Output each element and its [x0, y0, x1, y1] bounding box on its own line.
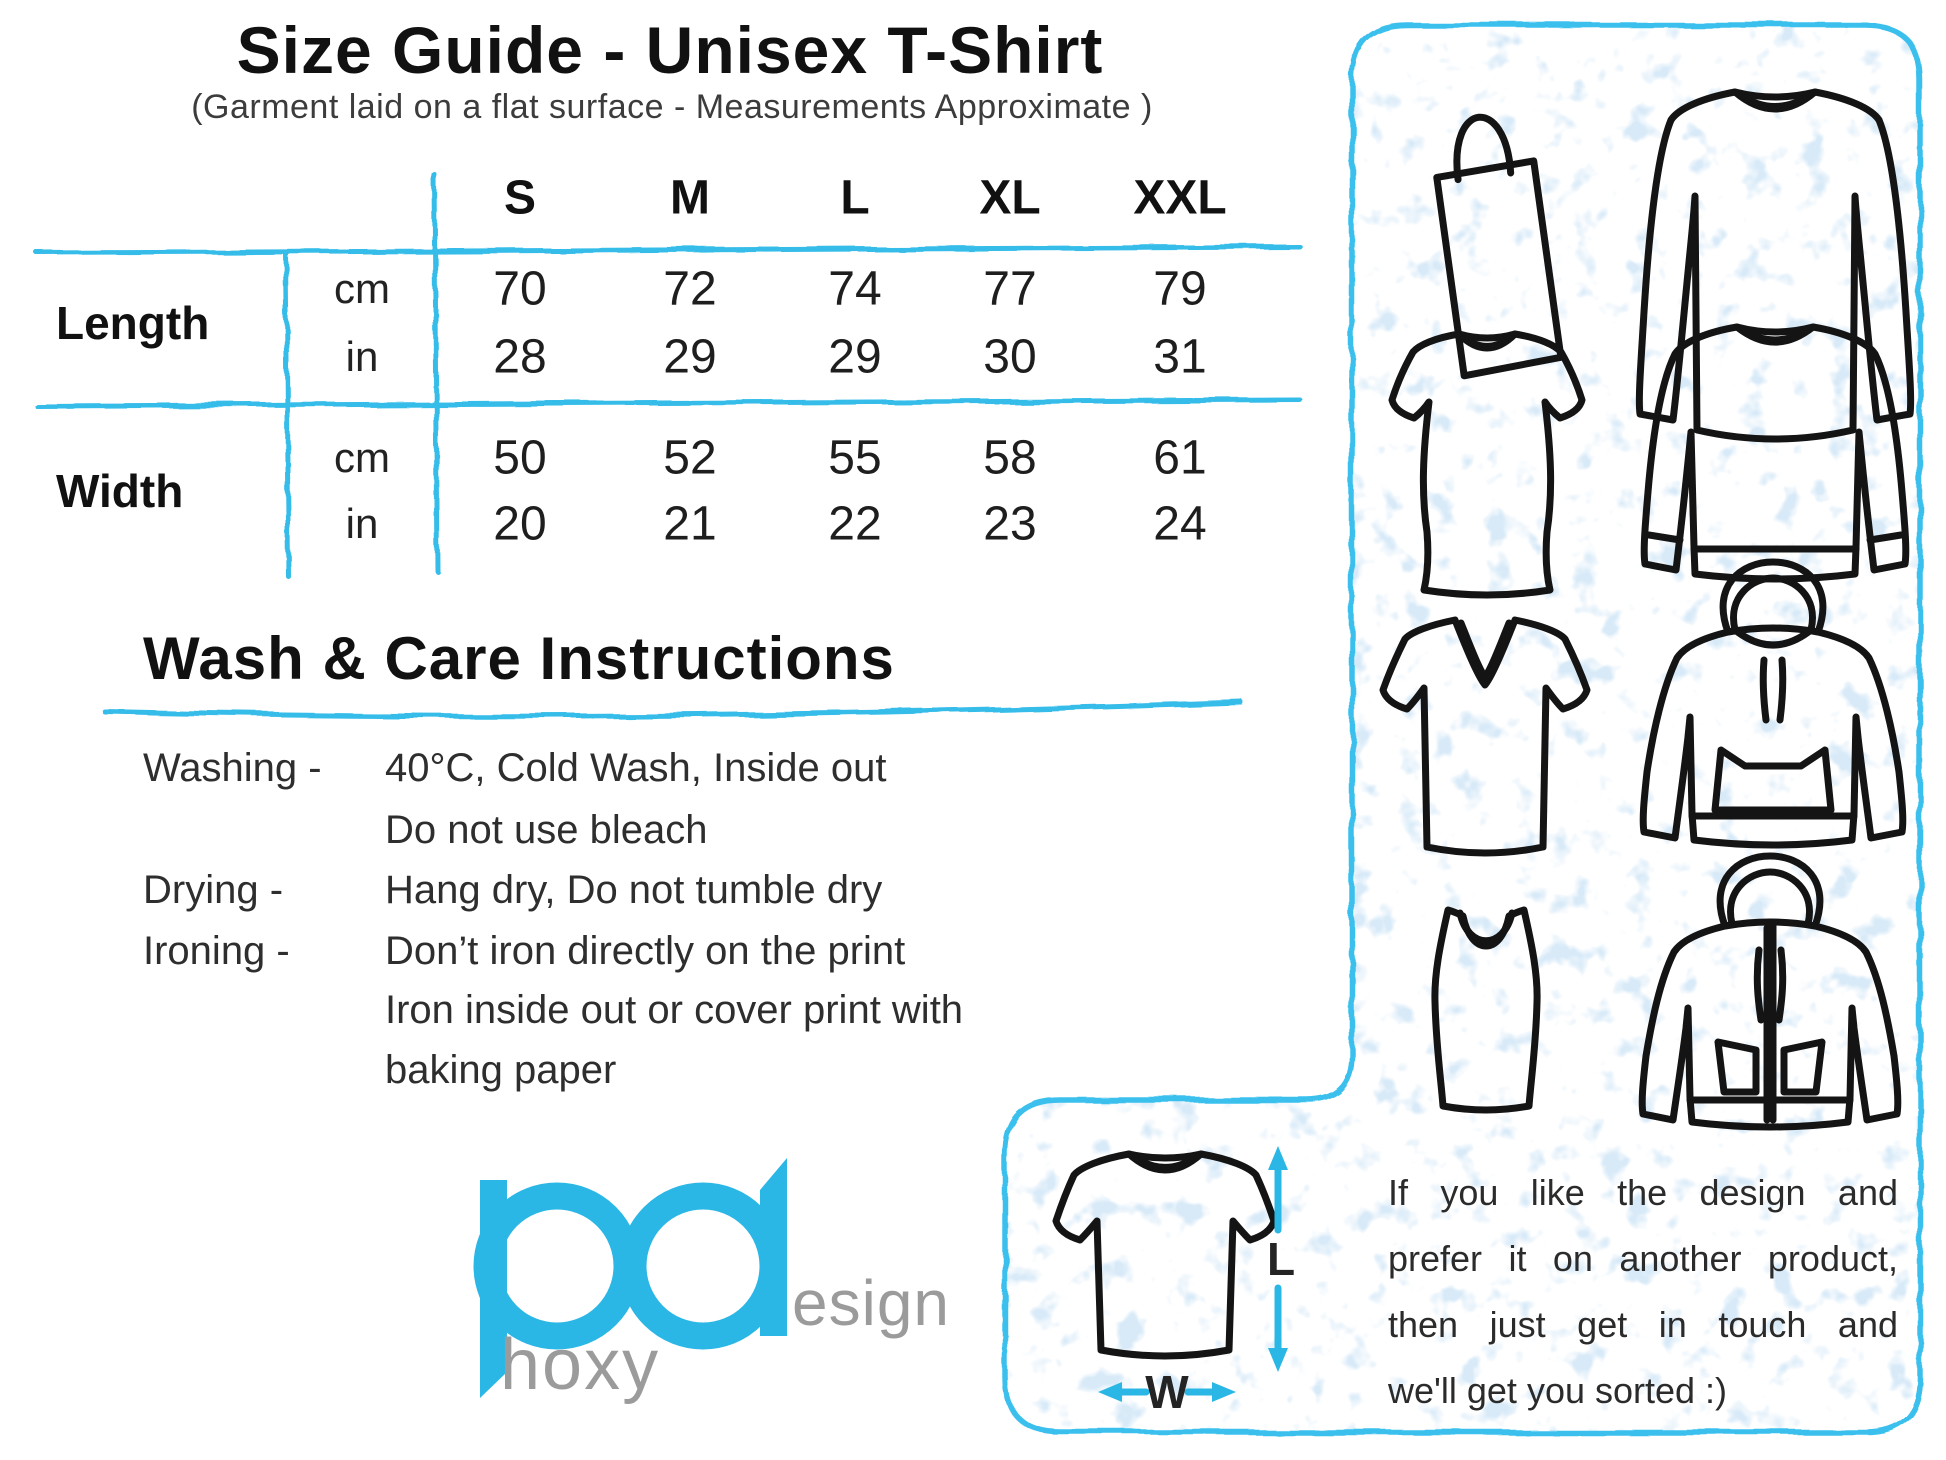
contact-message-line: we'll get you sorted :) [1388, 1370, 1728, 1411]
contact-message-line: If you like the design and [1388, 1172, 1898, 1213]
row-label-length: Length [56, 297, 210, 349]
width-cm-xxl: 61 [1153, 431, 1207, 485]
size-col-xxl: XXL [1133, 171, 1227, 225]
table-rule-top [37, 247, 1300, 253]
width-cm-unit: cm [334, 434, 390, 481]
care-text-iron-inside: Iron inside out or cover print with [385, 988, 964, 1032]
care-label-drying: Drying - [143, 868, 284, 912]
length-in-l: 29 [828, 330, 882, 384]
width-in-m: 21 [663, 497, 717, 551]
contact-message [1388, 1160, 1898, 1424]
care-text-washing: 40°C, Cold Wash, Inside out [385, 746, 887, 790]
width-in-unit: in [345, 500, 379, 547]
logo-design-suffix: esign [792, 1267, 950, 1339]
care-text-ironing: Don’t iron directly on the print [385, 929, 906, 973]
length-cm-xl: 77 [983, 262, 1037, 316]
width-in-xxl: 24 [1153, 497, 1207, 551]
logo-hoxy: hoxy [500, 1325, 661, 1405]
width-in-l: 22 [828, 497, 882, 551]
care-text-drying: Hang dry, Do not tumble dry [385, 868, 883, 912]
care-heading: Wash & Care Instructions [143, 625, 895, 692]
table-rule-vertical-main [434, 174, 437, 571]
width-dimension-label: W [1145, 1366, 1189, 1418]
size-col-l: L [840, 171, 870, 225]
length-cm-xxl: 79 [1153, 262, 1207, 316]
length-dimension-label: L [1266, 1233, 1296, 1285]
width-cm-l: 55 [828, 431, 882, 485]
length-cm-m: 72 [663, 262, 717, 316]
length-in-unit: in [345, 333, 379, 380]
length-cm-s: 70 [493, 262, 547, 316]
width-in-xl: 23 [983, 497, 1037, 551]
width-cm-s: 50 [493, 431, 547, 485]
width-in-s: 20 [493, 497, 547, 551]
care-text-baking-paper: baking paper [385, 1048, 617, 1092]
contact-message-line: prefer it on another product, [1388, 1238, 1898, 1279]
page-subtitle: (Garment laid on a flat surface - Measurements Approximate ) [191, 88, 1153, 126]
care-label-ironing: Ironing - [143, 929, 290, 973]
length-cm-l: 74 [828, 262, 882, 316]
care-heading-underline [105, 702, 1241, 716]
length-in-xxl: 31 [1153, 330, 1207, 384]
size-col-xl: XL [979, 171, 1041, 225]
length-in-xl: 30 [983, 330, 1037, 384]
table-rule-vertical-units [286, 253, 289, 577]
length-cm-unit: cm [334, 265, 390, 312]
contact-message-line: then just get in touch and [1388, 1304, 1898, 1345]
size-col-m: M [670, 171, 710, 225]
row-label-width: Width [56, 465, 184, 517]
width-cm-xl: 58 [983, 431, 1037, 485]
length-in-m: 29 [663, 330, 717, 384]
length-in-s: 28 [493, 330, 547, 384]
care-label-washing: Washing - [143, 746, 322, 790]
page-title: Size Guide - Unisex T-Shirt [236, 13, 1104, 87]
size-col-s: S [503, 171, 537, 225]
table-rule-middle [37, 400, 1300, 406]
care-text-bleach: Do not use bleach [385, 808, 708, 852]
width-cm-m: 52 [663, 431, 717, 485]
